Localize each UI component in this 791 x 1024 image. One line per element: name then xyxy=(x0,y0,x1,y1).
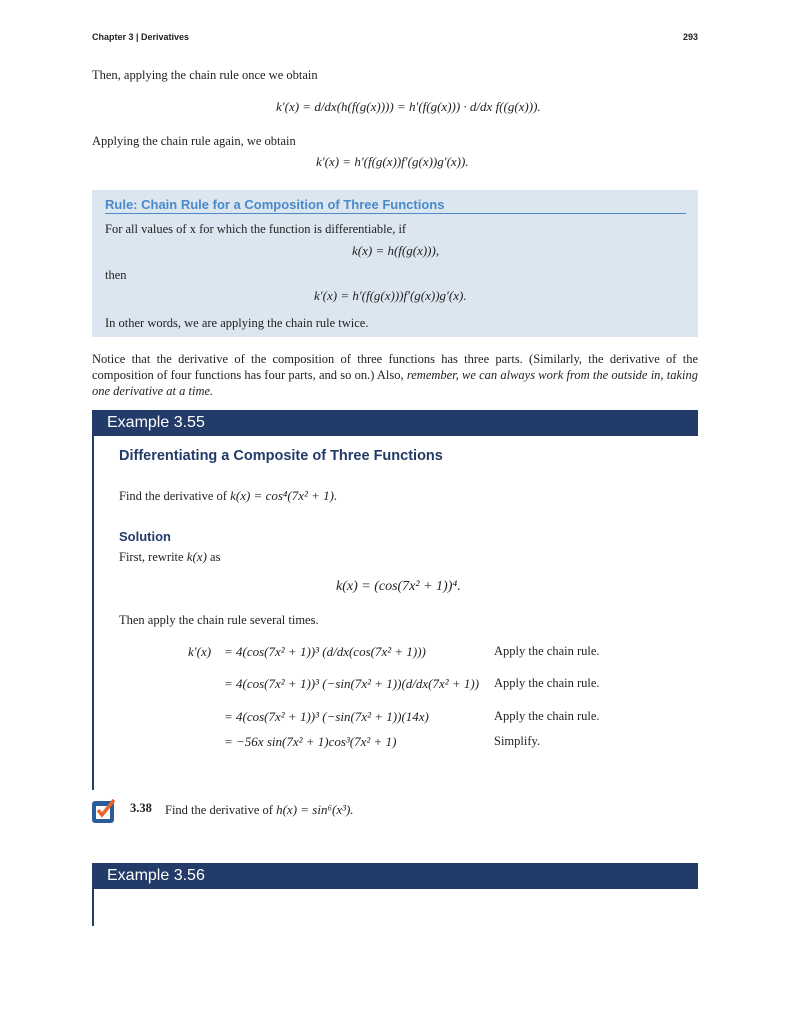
prompt-math: k(x) = cos⁴(7x² + 1). xyxy=(230,488,338,503)
checkpoint-prompt xyxy=(165,802,354,818)
step-1-note: Apply the chain rule. xyxy=(494,644,600,658)
checkpoint-text: Find the derivative of xyxy=(165,803,273,817)
rewrite-line xyxy=(119,549,220,565)
rule-box xyxy=(92,190,698,337)
rule-title: Rule: Chain Rule for a Composition of Three Functions xyxy=(105,197,686,214)
step-lhs: k′(x) xyxy=(188,644,212,659)
step-1-rhs: = 4(cos(7x² + 1))³ (d/dx(cos(7x² + 1))) xyxy=(224,644,426,659)
rewrite-math: k(x) xyxy=(186,549,207,564)
example-3-56-header: Example 3.56 xyxy=(92,863,698,889)
rule-then: then xyxy=(105,268,127,282)
checkpoint-number: 3.38 xyxy=(130,801,152,815)
rule-text-2: In other words, we are applying the chain rule twice. xyxy=(105,316,369,330)
page-number: 293 xyxy=(682,32,698,42)
step-4-note: Simplify. xyxy=(494,734,541,748)
notice-text: Notice that the derivative of the composition of three functions has three parts. (Similarly, the derivative of the composition of four functions has four parts, and so on.) Also, xyxy=(92,352,698,382)
chapter-header: Chapter 3 | Derivatives xyxy=(92,32,190,42)
rule-equation-1: k(x) = h(f(g(x))), xyxy=(352,243,440,258)
equation-chain-twice: k′(x) = h′(f(g(x))f′(g(x))g′(x)). xyxy=(316,154,469,169)
solution-heading: Solution xyxy=(119,529,171,544)
checkpoint-icon xyxy=(92,801,114,823)
equation-chain-once: k′(x) = d/dx(h(f(g(x)))) = h′(f(g(x))) · d/dx f((g(x))). xyxy=(276,99,541,114)
step-2-note: Apply the chain rule. xyxy=(494,676,600,690)
step-3-rhs: = 4(cos(7x² + 1))³ (−sin(7x² + 1))(14x) xyxy=(224,709,429,724)
prompt-text: Find the derivative of xyxy=(119,489,227,503)
intro-text-1: Then, applying the chain rule once we obtain xyxy=(92,68,318,82)
step-3-note: Apply the chain rule. xyxy=(494,709,600,723)
intro-text-2: Applying the chain rule again, we obtain xyxy=(92,134,296,148)
example-title: Differentiating a Composite of Three Functions xyxy=(119,448,443,464)
rewrite-text: First, rewrite xyxy=(119,550,184,564)
rule-equation-2: k′(x) = h′(f(g(x)))f′(g(x))g′(x). xyxy=(314,288,467,303)
notice-italic: remember, we can always work from the outside in, taking one derivative at a time. xyxy=(92,368,699,398)
then-text: Then apply the chain rule several times. xyxy=(119,613,319,627)
step-2-rhs: = 4(cos(7x² + 1))³ (−sin(7x² + 1))(d/dx(7x² + 1)) xyxy=(224,676,480,691)
example-3-55-header: Example 3.55 xyxy=(92,410,698,436)
rewrite-as: as xyxy=(210,550,221,564)
step-4-rhs: = −56x sin(7x² + 1)cos³(7x² + 1) xyxy=(224,734,397,749)
rewrite-equation: k(x) = (cos(7x² + 1))⁴. xyxy=(336,579,461,594)
example-border xyxy=(92,436,94,790)
checkpoint-math: h(x) = sin⁶(x³). xyxy=(276,802,354,817)
notice-paragraph xyxy=(92,351,698,399)
rule-text-1: For all values of x for which the function is differentiable, if xyxy=(105,222,407,236)
example-prompt xyxy=(119,488,337,504)
example-3-56-border xyxy=(92,889,94,926)
